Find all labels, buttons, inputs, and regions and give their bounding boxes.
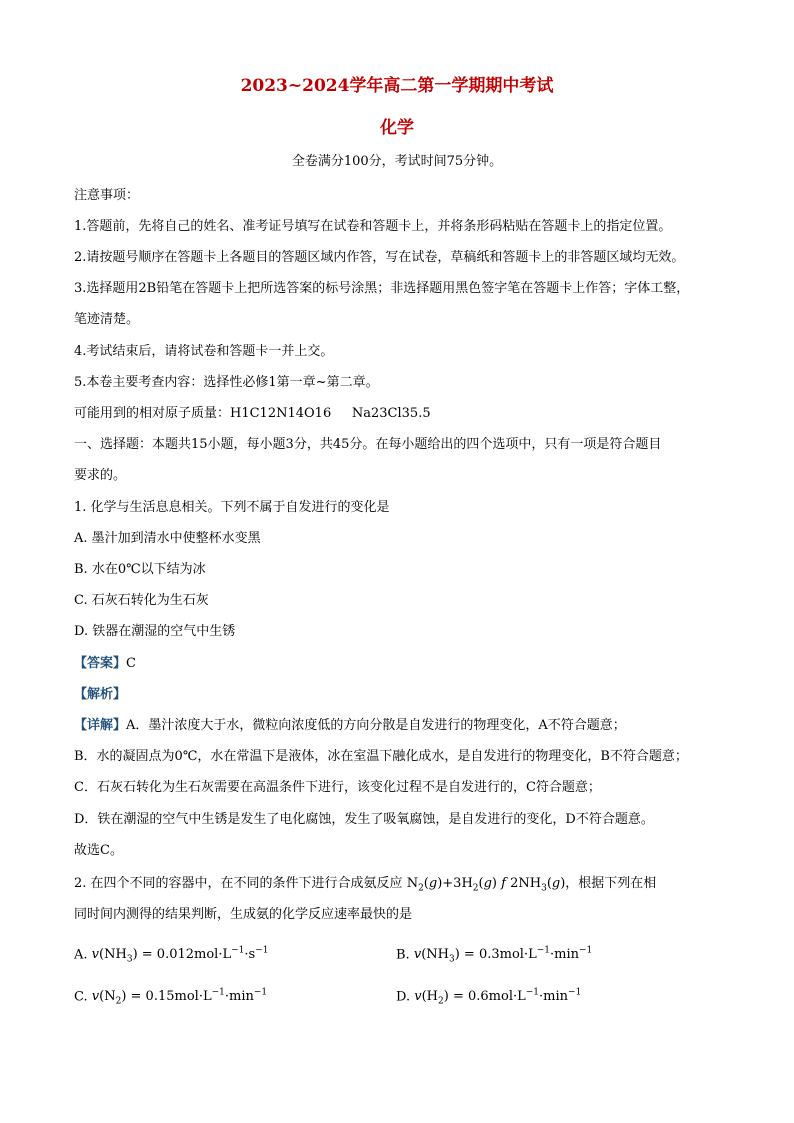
q1-option-b: B. 水在0℃以下结为冰 xyxy=(74,562,206,577)
q1-detail-a xyxy=(74,714,626,733)
q2-stem-cont: 同时间内测得的结果判断，生成氨的化学反应速率最快的是 xyxy=(74,907,413,922)
q1-option-d: D. 铁器在潮湿的空气中生锈 xyxy=(74,624,236,639)
q2-d-label: D. xyxy=(396,989,411,1005)
note-1: 1.答题前，先将自己的姓名、准考证号填写在试卷和答题卡上，并将条形码粘贴在答题卡上的指定位置。 xyxy=(74,219,672,234)
note-4: 4.考试结束后，请将试卷和答题卡一并上交。 xyxy=(74,344,334,359)
q1-choice: 故选C。 xyxy=(74,843,123,858)
q2-option-c xyxy=(74,988,267,1007)
note-3-cont: 笔迹清楚。 xyxy=(74,312,140,327)
q2-d-formula: $v(H_2) = 0.6mol\cdot L^{-1}\cdot\min^{-1}$ xyxy=(414,988,582,1007)
q2-b-formula: $v(NH_3) = 0.3mol\cdot L^{-1}\cdot\min^{-1}$ xyxy=(413,946,593,965)
subject-title: 化学 xyxy=(380,118,414,138)
section-1-heading-cont: 要求的。 xyxy=(74,468,127,483)
answer-tag: 【答案】 xyxy=(74,656,127,671)
q1-stem: 1. 化学与生活息息相关。下列不属于自发进行的变化是 xyxy=(74,500,390,515)
q2-option-d xyxy=(396,988,581,1007)
reaction-equation: $N_2(g)+3H_2(g)$ f $2NH_3(g)$ xyxy=(406,876,566,894)
q2-option-a xyxy=(74,946,268,965)
answer-value: C xyxy=(126,656,136,671)
q2-stem xyxy=(74,872,656,894)
q1-option-c: C. 石灰石转化为生石灰 xyxy=(74,593,209,608)
q2-stem-text: 2. 在四个不同的容器中，在不同的条件下进行合成氨反应 xyxy=(74,876,403,891)
q2-b-label: B. xyxy=(396,947,410,963)
exam-title: 2023~2024学年高二第一学期期中考试 xyxy=(240,76,554,96)
q2-stem-tail: ，根据下列在相 xyxy=(565,876,657,891)
q2-a-formula: $v(NH_3) = 0.012mol\cdot L^{-1}\cdot s^{-1}$ xyxy=(91,946,269,965)
q2-option-b xyxy=(396,946,592,965)
q2-c-label: C. xyxy=(74,989,88,1005)
q1-option-a: A. 墨汁加到清水中使整杯水变黑 xyxy=(74,531,261,546)
detail-a-text: A．墨汁浓度大于水，微粒向浓度低的方向分散是自发进行的物理变化，A不符合题意； xyxy=(126,718,626,733)
note-3: 3.选择题用2B铅笔在答题卡上把所选答案的标号涂黑；非选择题用黑色签字笔在答题卡上作答；字体工整， xyxy=(74,281,690,296)
note-5: 5.本卷主要考查内容：选择性必修1第一章~第二章。 xyxy=(74,375,379,390)
q1-detail-b: B．水的凝固点为0℃，水在常温下是液体，冰在室温下融化成水，是自发进行的物理变化，B不符合题意； xyxy=(74,749,688,764)
exam-info: 全卷满分100分，考试时间75分钟。 xyxy=(291,154,503,169)
analysis-tag: 【解析】 xyxy=(74,687,127,702)
q1-analysis xyxy=(74,683,126,702)
atomic-masses: 可能用到的相对原子质量：H1C12N14O16 Na23Cl35.5 xyxy=(74,406,431,421)
detail-tag: 【详解】 xyxy=(74,718,127,733)
q1-detail-c: C．石灰石转化为生石灰需要在高温条件下进行，该变化过程不是自发进行的，C符合题意； xyxy=(74,780,601,795)
q1-answer xyxy=(74,652,136,671)
note-2: 2.请按题号顺序在答题卡上各题目的答题区域内作答，写在试卷，草稿纸和答题卡上的非答题区域均无效。 xyxy=(74,250,685,265)
q2-c-formula: $v(N_2) = 0.15mol\cdot L^{-1}\cdot\min^{-1}$ xyxy=(91,988,268,1007)
q1-detail-d: D．铁在潮湿的空气中生锈是发生了电化腐蚀，发生了吸氧腐蚀，是自发进行的变化，D不符合题意。 xyxy=(74,812,654,827)
section-1-heading: 一、选择题：本题共15小题，每小题3分，共45分。在每小题给出的四个选项中，只有一项是符合题目 xyxy=(74,437,662,452)
notes-heading: 注意事项： xyxy=(74,188,140,203)
q2-a-label: A. xyxy=(74,947,88,963)
